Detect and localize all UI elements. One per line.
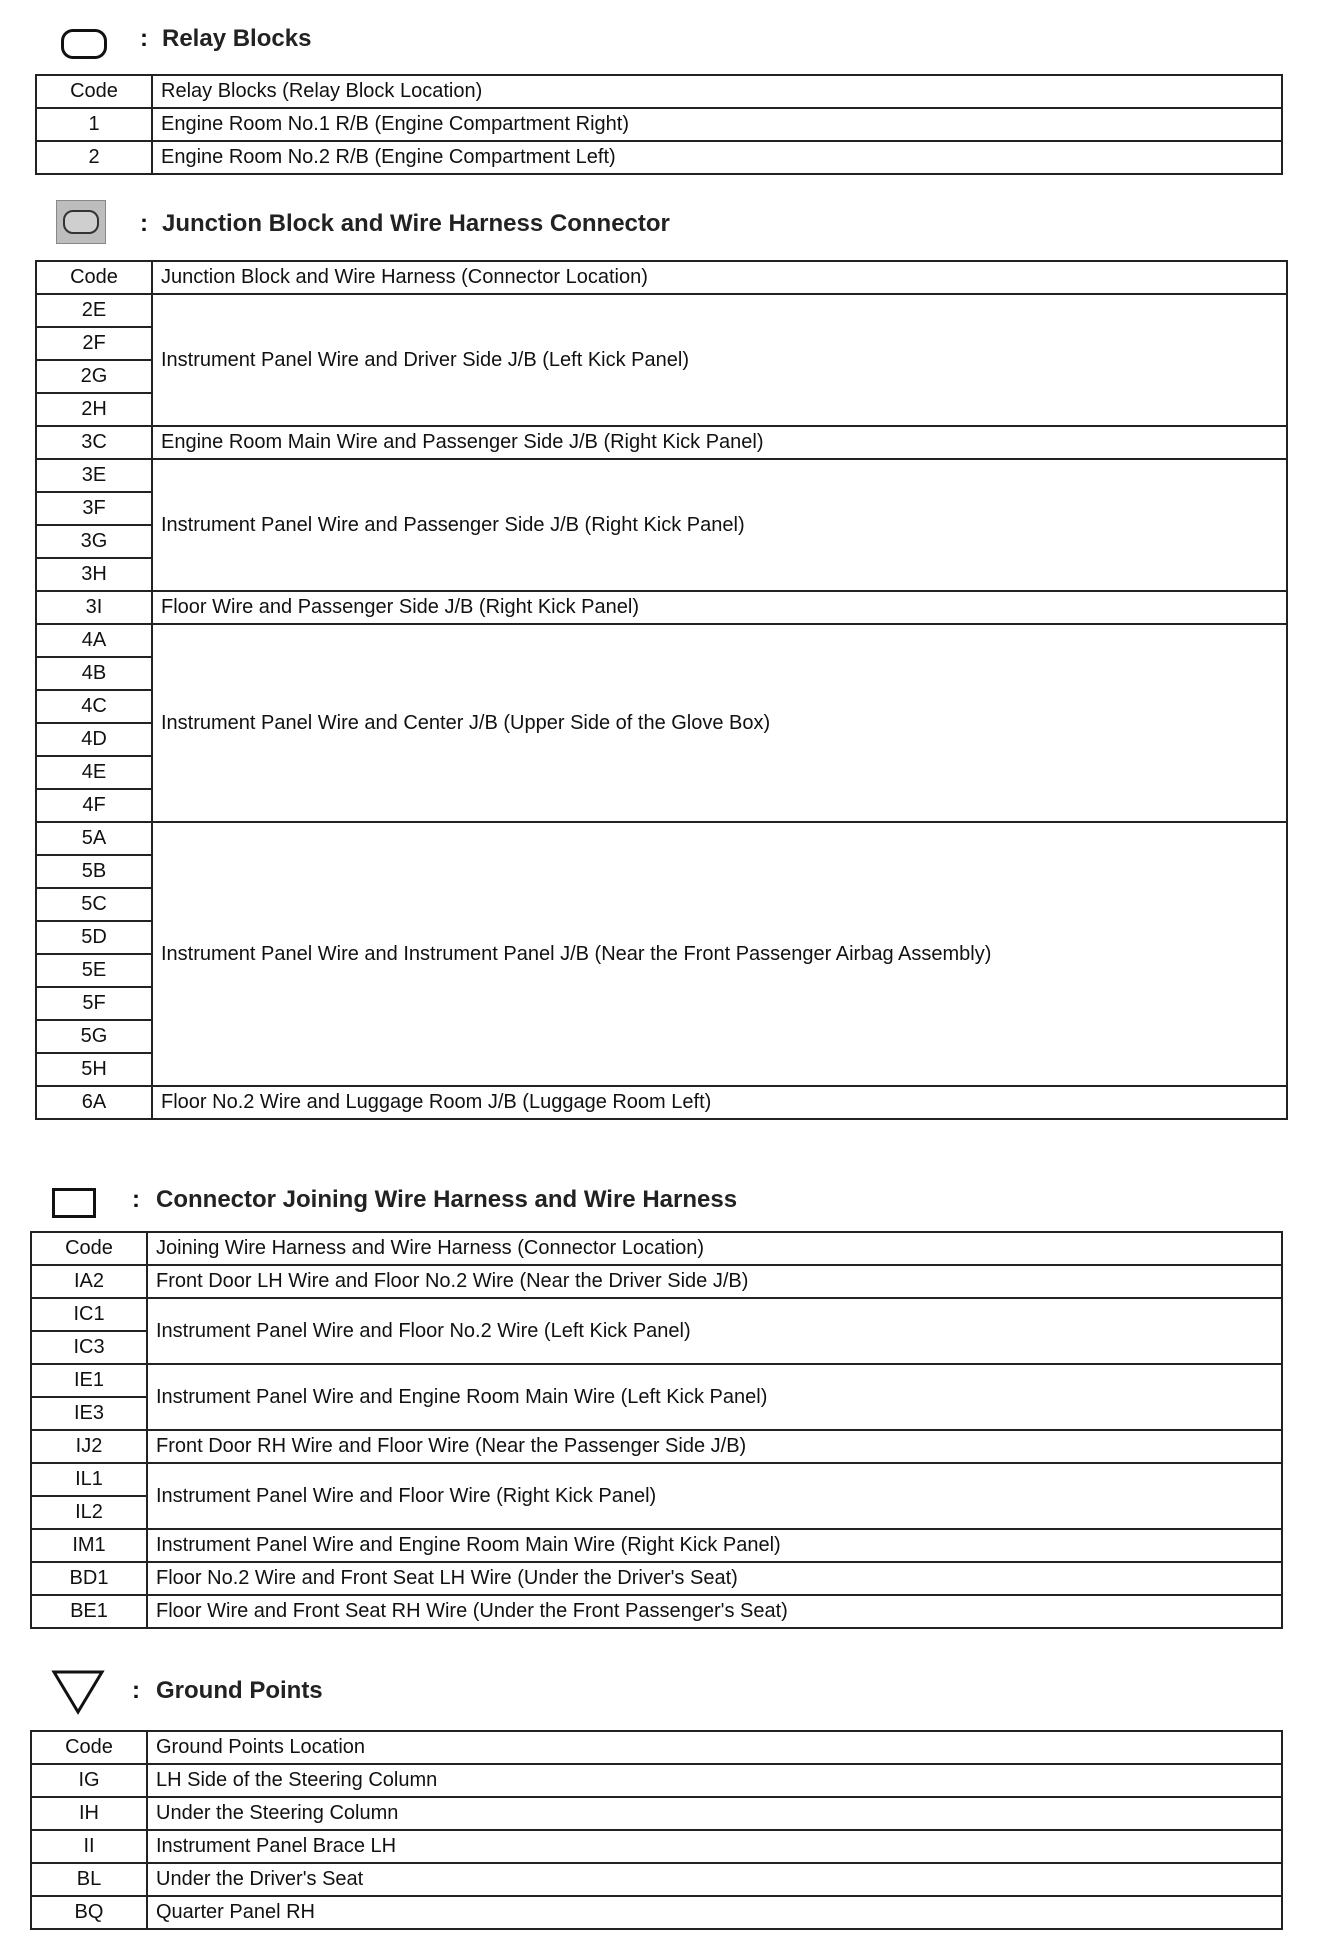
table-header-row — [36, 261, 1287, 294]
code-cell: 1 — [36, 108, 152, 141]
column-header-code: Code — [31, 1232, 147, 1265]
section-title: Connector Joining Wire Harness and Wire Harness — [156, 1186, 738, 1213]
triangle-down-icon — [50, 1668, 106, 1721]
junction-block-table — [35, 260, 1288, 1120]
code-cell: 5D — [36, 921, 152, 954]
code-cell: 5G — [36, 1020, 152, 1053]
header-colon: : — [140, 25, 148, 52]
code-cell: IJ2 — [31, 1430, 147, 1463]
location-cell: Engine Room No.1 R/B (Engine Compartment Right) — [152, 108, 1282, 141]
section-header — [0, 1176, 1344, 1236]
location-cell: Instrument Panel Wire and Engine Room Main Wire (Right Kick Panel) — [147, 1529, 1282, 1562]
section-header — [0, 22, 1344, 82]
column-header-location: Joining Wire Harness and Wire Harness (Connector Location) — [147, 1232, 1282, 1265]
table-row — [31, 1797, 1282, 1830]
code-cell: 4E — [36, 756, 152, 789]
table-row — [31, 1863, 1282, 1896]
code-cell: IM1 — [31, 1529, 147, 1562]
code-cell: BQ — [31, 1896, 147, 1929]
table-row — [31, 1430, 1282, 1463]
table-row — [36, 624, 1287, 657]
table-row — [31, 1830, 1282, 1863]
table-row — [31, 1529, 1282, 1562]
table-row — [36, 426, 1287, 459]
location-cell: Instrument Panel Wire and Driver Side J/B (Left Kick Panel) — [152, 294, 1287, 426]
code-cell: IE1 — [31, 1364, 147, 1397]
section-header — [0, 1668, 1344, 1728]
location-cell: Instrument Panel Wire and Instrument Panel J/B (Near the Front Passenger Airbag Assembly) — [152, 822, 1287, 1086]
table-row — [31, 1562, 1282, 1595]
table-row — [31, 1595, 1282, 1628]
code-cell: IL2 — [31, 1496, 147, 1529]
code-cell: 3E — [36, 459, 152, 492]
code-cell: 4F — [36, 789, 152, 822]
code-cell: 5H — [36, 1053, 152, 1086]
code-cell: II — [31, 1830, 147, 1863]
code-cell: 2F — [36, 327, 152, 360]
code-cell: IH — [31, 1797, 147, 1830]
table-row — [36, 591, 1287, 624]
code-cell: 5F — [36, 987, 152, 1020]
table-row — [31, 1764, 1282, 1797]
code-cell: 4D — [36, 723, 152, 756]
table-row — [36, 1086, 1287, 1119]
code-cell: 5E — [36, 954, 152, 987]
location-cell: Instrument Panel Wire and Center J/B (Upper Side of the Glove Box) — [152, 624, 1287, 822]
table-row — [36, 822, 1287, 855]
section-title: Junction Block and Wire Harness Connector — [162, 210, 670, 237]
code-cell: IE3 — [31, 1397, 147, 1430]
location-cell: Floor No.2 Wire and Front Seat LH Wire (Under the Driver's Seat) — [147, 1562, 1282, 1595]
code-cell: IA2 — [31, 1265, 147, 1298]
table-row — [36, 108, 1282, 141]
header-colon: : — [132, 1186, 140, 1213]
table-row — [31, 1364, 1282, 1397]
table-row — [31, 1298, 1282, 1331]
section-title: Ground Points — [156, 1677, 323, 1704]
shaded-rounded-rectangle-icon — [56, 200, 106, 244]
table-row — [36, 294, 1287, 327]
code-cell: 5A — [36, 822, 152, 855]
location-cell: Instrument Panel Wire and Engine Room Main Wire (Left Kick Panel) — [147, 1364, 1282, 1430]
code-cell: IC3 — [31, 1331, 147, 1364]
header-colon: : — [140, 210, 148, 237]
connector-joining-table — [30, 1231, 1283, 1629]
ground-points-table — [30, 1730, 1283, 1930]
column-header-location: Junction Block and Wire Harness (Connector Location) — [152, 261, 1287, 294]
table-header-row — [31, 1232, 1282, 1265]
code-cell: 4C — [36, 690, 152, 723]
code-cell: 3I — [36, 591, 152, 624]
section-header — [0, 200, 1344, 260]
code-cell: IG — [31, 1764, 147, 1797]
header-colon: : — [132, 1677, 140, 1704]
location-cell: Instrument Panel Wire and Floor No.2 Wire (Left Kick Panel) — [147, 1298, 1282, 1364]
table-row — [36, 459, 1287, 492]
location-cell: Engine Room No.2 R/B (Engine Compartment Left) — [152, 141, 1282, 174]
code-cell: 2E — [36, 294, 152, 327]
code-cell: 5B — [36, 855, 152, 888]
code-cell: 2H — [36, 393, 152, 426]
code-cell: 3C — [36, 426, 152, 459]
column-header-location: Relay Blocks (Relay Block Location) — [152, 75, 1282, 108]
code-cell: 2 — [36, 141, 152, 174]
location-cell: Front Door RH Wire and Floor Wire (Near the Passenger Side J/B) — [147, 1430, 1282, 1463]
table-row — [31, 1463, 1282, 1496]
location-cell: Under the Steering Column — [147, 1797, 1282, 1830]
table-header-row — [36, 75, 1282, 108]
code-cell: 4A — [36, 624, 152, 657]
code-cell: 2G — [36, 360, 152, 393]
location-cell: LH Side of the Steering Column — [147, 1764, 1282, 1797]
location-cell: Front Door LH Wire and Floor No.2 Wire (Near the Driver Side J/B) — [147, 1265, 1282, 1298]
section-title: Relay Blocks — [162, 25, 312, 52]
location-cell: Instrument Panel Wire and Passenger Side J/B (Right Kick Panel) — [152, 459, 1287, 591]
column-header-code: Code — [36, 75, 152, 108]
code-cell: 6A — [36, 1086, 152, 1119]
code-cell: 4B — [36, 657, 152, 690]
code-cell: IC1 — [31, 1298, 147, 1331]
location-cell: Floor Wire and Front Seat RH Wire (Under the Front Passenger's Seat) — [147, 1595, 1282, 1628]
location-cell: Under the Driver's Seat — [147, 1863, 1282, 1896]
table-row — [31, 1896, 1282, 1929]
code-cell: IL1 — [31, 1463, 147, 1496]
table-row — [31, 1265, 1282, 1298]
code-cell: BD1 — [31, 1562, 147, 1595]
rectangle-icon — [52, 1188, 96, 1218]
code-cell: 3H — [36, 558, 152, 591]
location-cell: Engine Room Main Wire and Passenger Side J/B (Right Kick Panel) — [152, 426, 1287, 459]
table-header-row — [31, 1731, 1282, 1764]
location-cell: Quarter Panel RH — [147, 1896, 1282, 1929]
table-row — [36, 141, 1282, 174]
rounded-rectangle-icon — [61, 29, 107, 59]
column-header-code: Code — [36, 261, 152, 294]
code-cell: BE1 — [31, 1595, 147, 1628]
location-cell: Floor No.2 Wire and Luggage Room J/B (Luggage Room Left) — [152, 1086, 1287, 1119]
column-header-location: Ground Points Location — [147, 1731, 1282, 1764]
code-cell: 3F — [36, 492, 152, 525]
location-cell: Floor Wire and Passenger Side J/B (Right Kick Panel) — [152, 591, 1287, 624]
location-cell: Instrument Panel Wire and Floor Wire (Right Kick Panel) — [147, 1463, 1282, 1529]
location-cell: Instrument Panel Brace LH — [147, 1830, 1282, 1863]
column-header-code: Code — [31, 1731, 147, 1764]
code-cell: 3G — [36, 525, 152, 558]
code-cell: BL — [31, 1863, 147, 1896]
relay-blocks-table — [35, 74, 1283, 175]
code-cell: 5C — [36, 888, 152, 921]
